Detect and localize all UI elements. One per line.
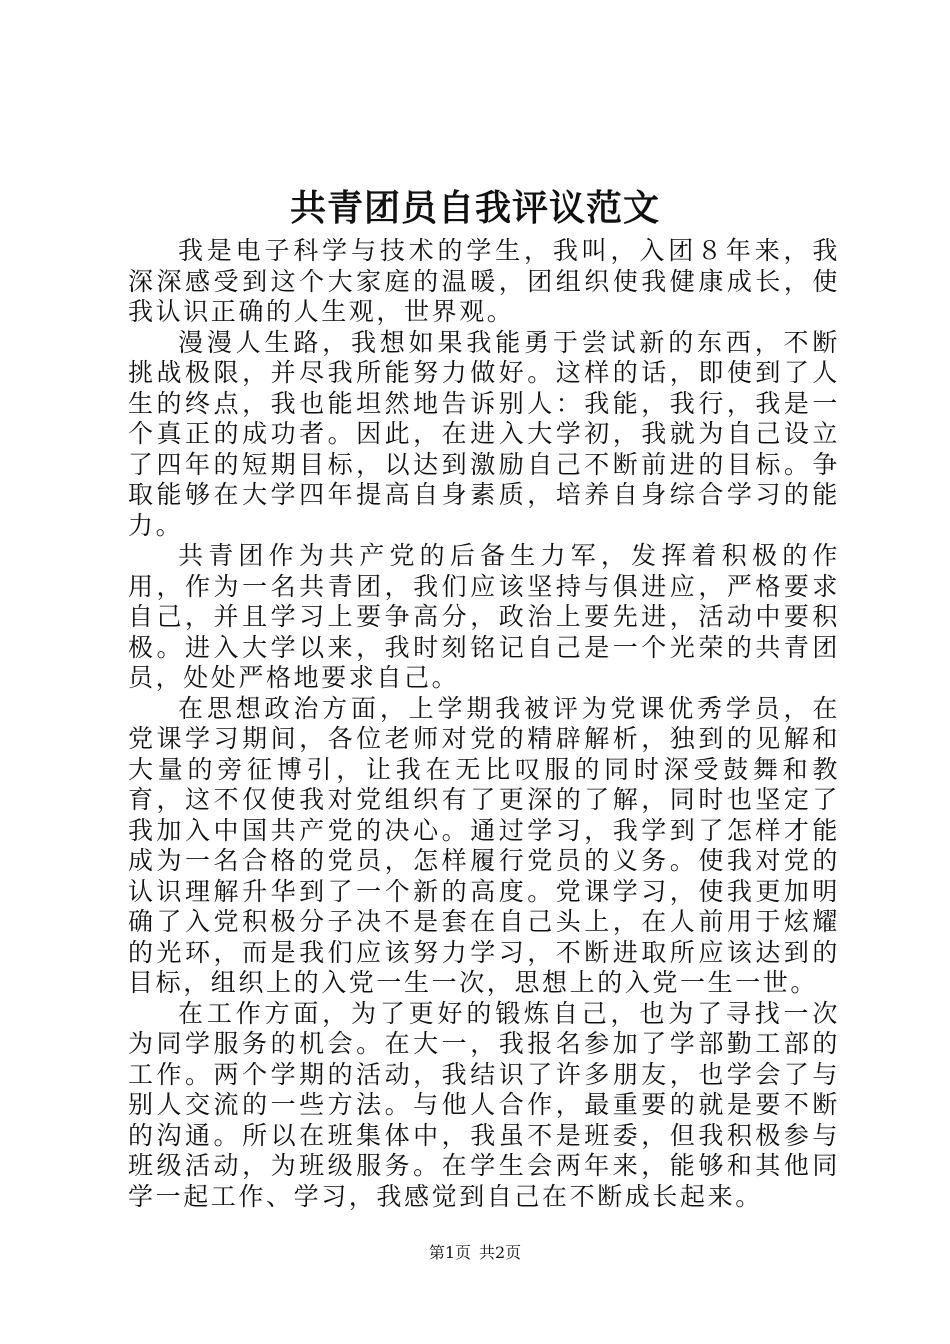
paragraph-intro: 我是电子科学与技术的学生，我叫，入团８年来，我深深感受到这个大家庭的温暖，团组织使我健康成长，使我认识正确的人生观，世界观。 <box>128 236 840 326</box>
page-footer <box>0 1242 950 1264</box>
paragraph-goals: 漫漫人生路，我想如果我能勇于尝试新的东西，不断挑战极限，并尽我所能努力做好。这样的话，即使到了人生的终点，我也能坦然地告诉别人：我能，我行，我是一个真正的成功者。因此，在进入大学初，我就为自己设立了四年的短期目标，以达到激励自己不断前进的目标。争取能够在大学四年提高自身素质，培养自身综合学习的能力。 <box>128 327 840 540</box>
paragraph-political: 在思想政治方面，上学期我被评为党课优秀学员，在党课学习期间，各位老师对党的精辟解析，独到的见解和大量的旁征博引，让我在无比叹服的同时深受鼓舞和教育，这不仅使我对党组织有了更深的了解，同时也坚定了我加入中国共产党的决心。通过学习，我学到了怎样才能成为一名合格的党员，怎样履行党员的义务。使我对党的认识理解升华到了一个新的高度。党课学习，使我更加明确了入党积极分子决不是套在自己头上，在人前用于炫耀的光环，而是我们应该努力学习，不断进取所应该达到的目标，组织上的入党一生一次，思想上的入党一生一世。 <box>128 693 840 997</box>
page-number-current: 第1页 <box>428 1243 471 1262</box>
document-body <box>128 236 840 1212</box>
paragraph-league-role: 共青团作为共产党的后备生力军，发挥着积极的作用，作为一名共青团，我们应该坚持与俱进应，严格要求自己，并且学习上要争高分，政治上要先进，活动中要积极。进入大学以来，我时刻铭记自己是一个光荣的共青团员，处处严格地要求自己。 <box>128 541 840 692</box>
page-number-total: 共2页 <box>479 1243 522 1262</box>
paragraph-work: 在工作方面，为了更好的锻炼自己，也为了寻找一次为同学服务的机会。在大一，我报名参加了学部勤工部的工作。两个学期的活动，我结识了许多朋友，也学会了与别人交流的一些方法。与他人合作，最重要的就是要不断的沟通。所以在班集体中，我虽不是班委，但我积极参与班级活动，为班级服务。在学生会两年来，能够和其他同学一起工作、学习，我感觉到自己在不断成长起来。 <box>128 998 840 1211</box>
document-title: 共青团员自我评议范文 <box>289 187 660 229</box>
